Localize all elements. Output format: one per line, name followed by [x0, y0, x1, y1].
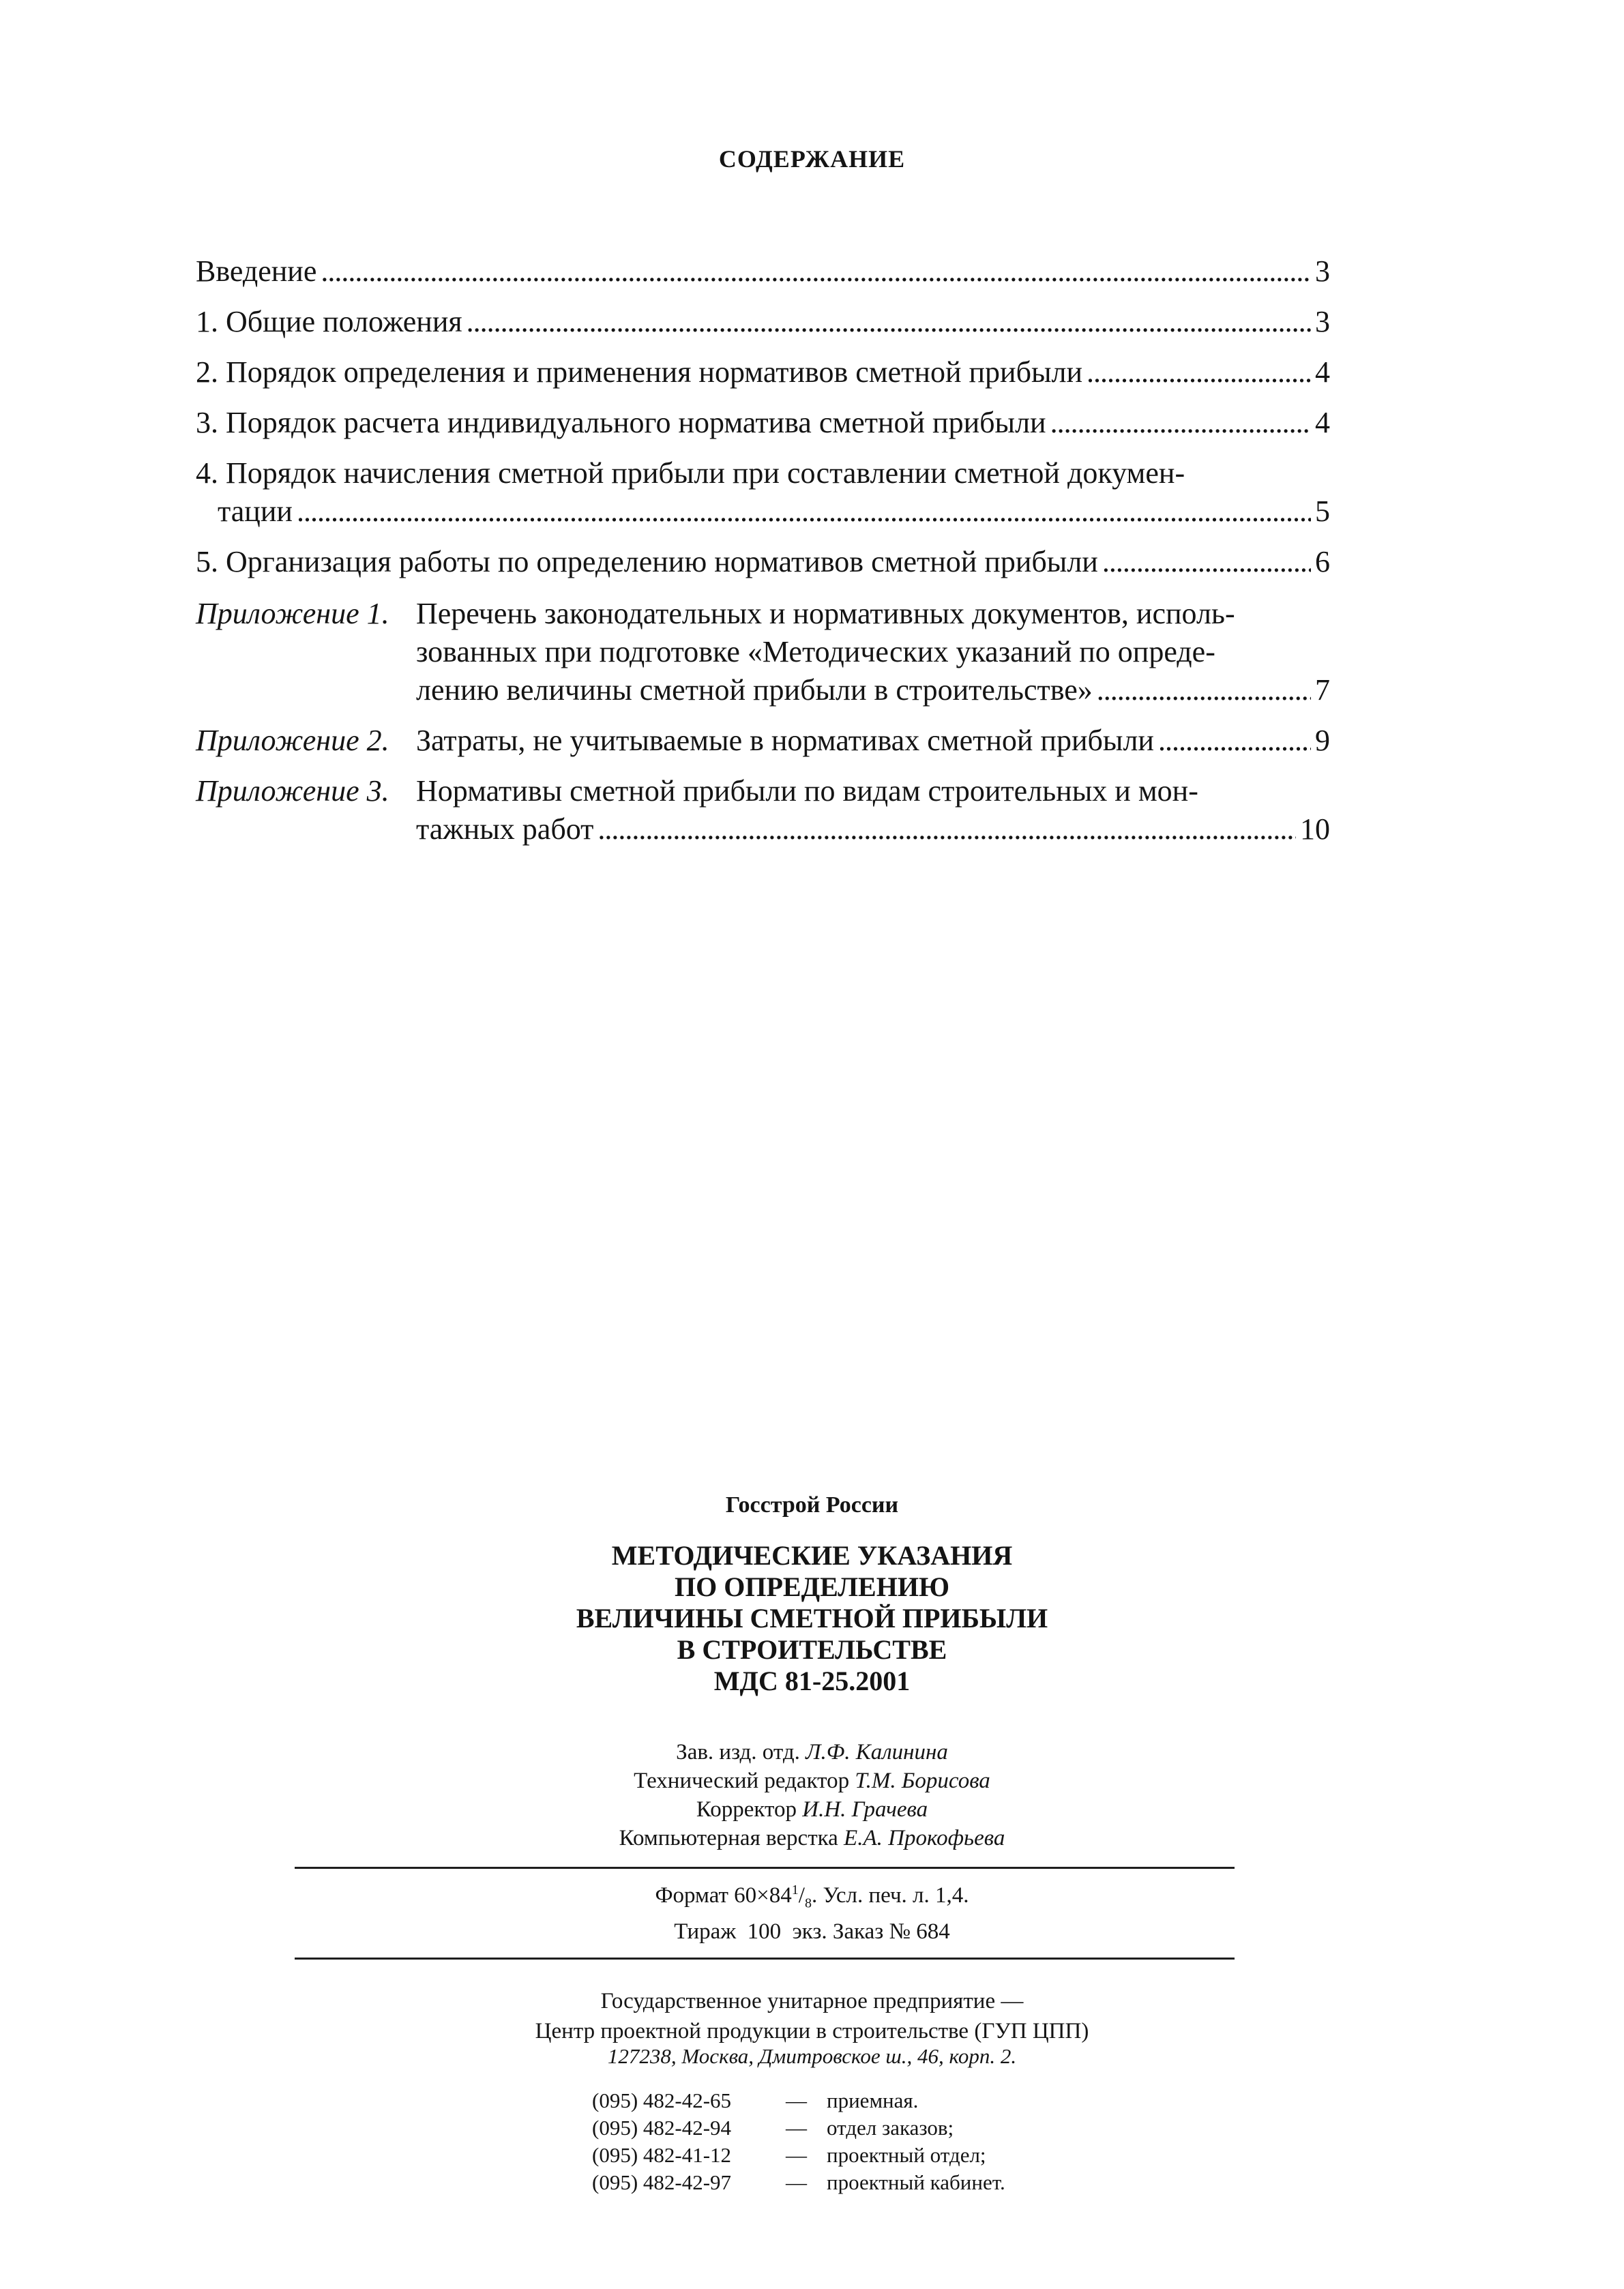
toc-entry-title: 4. Порядок начисления сметной прибыли при составлении сметной докумен- [196, 456, 1185, 490]
format-sheets: . Усл. печ. л. 1,4. [811, 1883, 969, 1908]
dot-leader [1087, 353, 1311, 392]
toc-entry-title: Введение [196, 254, 317, 288]
toc-page-number: 6 [1315, 545, 1330, 578]
credit-role: Компьютерная верстка [619, 1826, 838, 1850]
toc-entry-section-1[interactable] [196, 303, 1330, 341]
format-fraction-numerator: 1 [791, 1882, 799, 1897]
document-title-line: ВЕЛИЧИНЫ СМЕТНОЙ ПРИБЫЛИ [576, 1603, 1048, 1634]
toc-entry-section-3[interactable] [196, 404, 1330, 442]
contact-dash: — [786, 2170, 807, 2194]
toc-entry-title: 2. Порядок определения и применения нормативов сметной прибыли [196, 355, 1083, 389]
credit-line [0, 1767, 1624, 1795]
toc-page-number: 10 [1300, 812, 1330, 846]
toc-page-number: 5 [1315, 494, 1330, 528]
credit-person: Т.М. Борисова [855, 1769, 990, 1793]
contacts-block [423, 2087, 1241, 2196]
publisher-address: 127238, Москва, Дмитровское ш., 46, корп. 2. [607, 2044, 1017, 2068]
toc-entry-section-5[interactable] [196, 543, 1330, 581]
toc-entry-section-2[interactable] [196, 353, 1330, 392]
divider-line [295, 1867, 1235, 1869]
contact-dash: — [786, 2143, 807, 2167]
credit-person: Е.А. Прокофьева [844, 1826, 1005, 1850]
print-format: Формат $60\times 84^1/_8$. Усл. печ. л. 1,4. [655, 1882, 969, 1911]
credit-role: Технический редактор [634, 1769, 850, 1793]
contact-description: приемная. [827, 2088, 919, 2112]
dot-leader [1050, 404, 1311, 442]
document-title-line: МЕТОДИЧЕСКИЕ УКАЗАНИЯ [611, 1540, 1013, 1571]
contact-row [423, 2169, 1241, 2196]
document-title [0, 1540, 1624, 1697]
credit-line [0, 1738, 1624, 1767]
toc-entry-title: 3. Порядок расчета индивидуального норматива сметной прибыли [196, 406, 1046, 439]
publisher-block [0, 1986, 1624, 2046]
contact-description: отдел заказов; [827, 2116, 954, 2140]
toc-page-number: 3 [1315, 254, 1330, 288]
document-title-line: В СТРОИТЕЛЬСТВЕ [677, 1634, 947, 1665]
print-run: Тираж 100 экз. Заказ № 684 [674, 1919, 950, 1944]
contact-dash: — [786, 2116, 807, 2140]
credit-line [0, 1824, 1624, 1852]
appendix-label: Приложение 1. [196, 597, 389, 630]
publisher-line: Государственное унитарное предприятие — [600, 1989, 1024, 2013]
contact-phone: (095) 482-42-97 [592, 2170, 732, 2194]
credit-role: Зав. изд. отд. [676, 1740, 800, 1764]
credit-role: Корректор [696, 1797, 797, 1822]
contact-dash: — [786, 2088, 807, 2112]
appendix-label: Приложение 3. [196, 774, 389, 808]
credit-person: Л.Ф. Калинина [806, 1740, 948, 1764]
credits-block [0, 1738, 1624, 1852]
format-label: Формат 60×84 [655, 1883, 792, 1908]
organization-name: Госстрой России [725, 1492, 899, 1518]
toc-entry-section-4[interactable] [196, 454, 1330, 531]
toc-page-number: 4 [1315, 406, 1330, 439]
toc-page-number: 4 [1315, 355, 1330, 389]
appendix-label: Приложение 2. [196, 724, 389, 757]
contact-row [423, 2114, 1241, 2142]
credit-line [0, 1795, 1624, 1824]
dot-leader [1158, 722, 1311, 760]
dot-leader [297, 492, 1311, 531]
dot-leader [1097, 671, 1311, 709]
appendix-title: Нормативы сметной прибыли по видам строительных и мон- [416, 774, 1198, 808]
toc-page-number: 9 [1315, 724, 1330, 757]
toc-title: СОДЕРЖАНИЕ [718, 145, 906, 173]
publisher-line: Центр проектной продукции в строительстве (ГУП ЦПП) [535, 2019, 1089, 2043]
contact-phone: (095) 482-41-12 [592, 2143, 732, 2167]
appendix-title-continued: зованных при подготовке «Методических указаний по опреде- [416, 635, 1215, 668]
format-fraction-denominator: 8 [804, 1895, 812, 1911]
contact-description: проектный кабинет. [827, 2170, 1005, 2194]
toc-page-number: 3 [1315, 305, 1330, 338]
dot-leader [597, 810, 1296, 848]
contact-description: проектный отдел; [827, 2143, 986, 2167]
toc-entry-title: 1. Общие положения [196, 305, 462, 338]
toc-entry-title-continued: тации [218, 494, 293, 528]
divider-line [295, 1958, 1235, 1960]
appendix-title: Затраты, не учитываемые в нормативах сметной прибыли [416, 724, 1154, 757]
toc-entry-title: 5. Организация работы по определению нормативов сметной прибыли [196, 545, 1098, 578]
dot-leader [467, 303, 1311, 341]
dot-leader [321, 252, 1311, 291]
toc-entry-introduction[interactable] [196, 252, 1330, 291]
appendix-title-continued: лению величины сметной прибыли в строительстве» [416, 673, 1093, 707]
contact-phone: (095) 482-42-94 [592, 2116, 732, 2140]
credit-person: И.Н. Грачева [802, 1797, 928, 1822]
contact-row [423, 2142, 1241, 2169]
document-title-line: ПО ОПРЕДЕЛЕНИЮ [675, 1571, 949, 1602]
contact-phone: (095) 482-42-65 [592, 2088, 732, 2112]
appendix-title: Перечень законодательных и нормативных документов, исполь- [416, 597, 1235, 630]
document-code: МДС 81-25.2001 [713, 1666, 911, 1696]
dot-leader [1102, 543, 1311, 581]
appendix-title-continued: тажных работ [416, 812, 594, 846]
toc-page-number: 7 [1315, 673, 1330, 707]
contact-row [423, 2087, 1241, 2114]
